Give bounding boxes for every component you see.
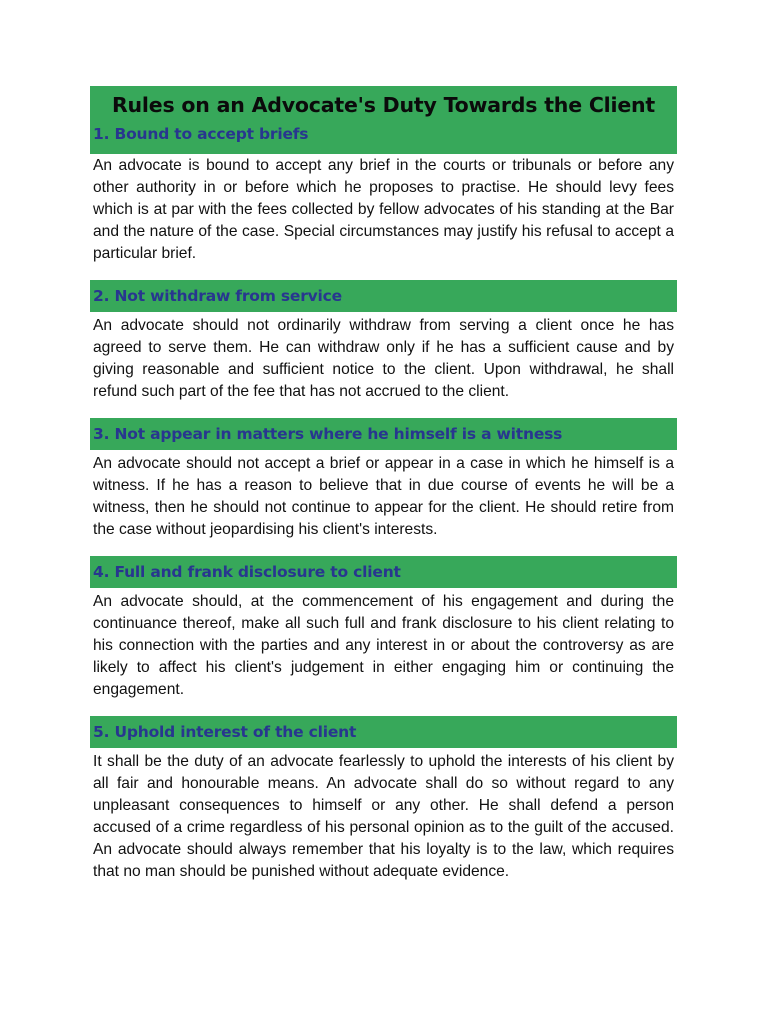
section-body-1: An advocate is bound to accept any brief in the courts or tribunals or before any other authority in or before which he proposes to practise. He should levy fees which is at par with the fees collected by fellow advocates of his standing at the Bar and the nature of the case. Special circumstances may justify his refusal to accept a particular brief. (93, 157, 674, 262)
section-heading-4: 4. Full and frank disclosure to client (93, 563, 401, 581)
document-page (90, 86, 677, 898)
title-banner (90, 86, 677, 154)
section-body-4: An advocate should, at the commencement of his engagement and during the continuance thereof, make all such full and frank disclosure to his client relating to his connection with the parties and any interest in or about the controversy as are likely to affect his client's judgement in either engaging him or continuing the engagement. (93, 593, 674, 698)
document-title: Rules on an Advocate's Duty Towards the Client (111, 93, 656, 117)
section-body-2: An advocate should not ordinarily withdraw from serving a client once he has agreed to serve them. He can withdraw only if he has a sufficient cause and by giving reasonable and sufficient notice to the client. Upon withdrawal, he shall refund such part of the fee that has not accrued to the client. (93, 317, 674, 400)
section-heading-3: 3. Not appear in matters where he himself is a witness (93, 425, 563, 443)
section-heading-2: 2. Not withdraw from service (93, 287, 342, 305)
section-heading-bar-5 (90, 716, 677, 748)
section-heading-bar-3 (90, 418, 677, 450)
section-heading-bar-2 (90, 280, 677, 312)
section-body-3: An advocate should not accept a brief or appear in a case in which he himself is a witness. If he has a reason to believe that in due course of events he will be a witness, then he should not continue to appear for the client. He should retire from the case without jeopardising his client's interests. (93, 455, 674, 538)
section-heading-bar-4 (90, 556, 677, 588)
section-heading-5: 5. Uphold interest of the client (93, 723, 357, 741)
section-body-5: It shall be the duty of an advocate fearlessly to uphold the interests of his client by all fair and honourable means. An advocate shall do so without regard to any unpleasant consequences to himself or any other. He shall defend a person accused of a crime regardless of his personal opinion as to the guilt of the accused. An advocate should always remember that his loyalty is to the law, which requires that no man should be punished without adequate evidence. (93, 753, 674, 880)
section-heading-1: 1. Bound to accept briefs (93, 125, 309, 143)
